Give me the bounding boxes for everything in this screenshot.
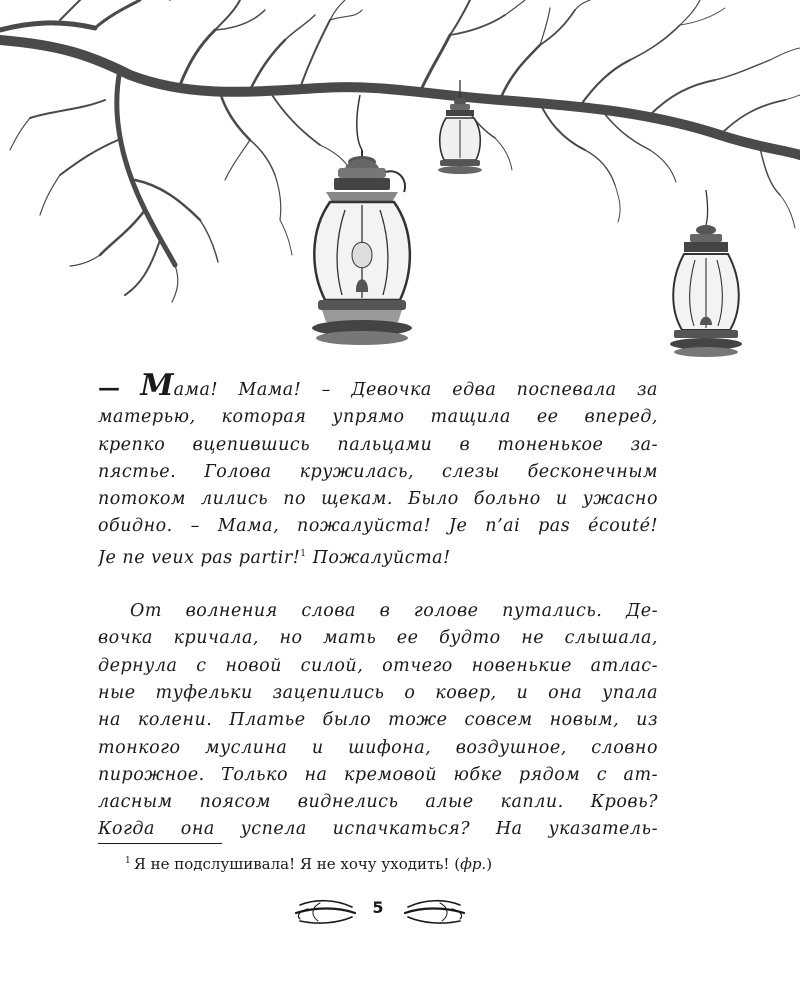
paragraph-1-line-5: потоком лились по щекам. Было больно и ужасно: [98, 489, 658, 510]
paragraph-2-line-7: пирожное. Только на кремовой юбке рядом с ат-: [98, 764, 658, 785]
paragraph-2-line-6: тонкого муслина и шифона, воздушное, словно: [98, 737, 658, 758]
lantern-medium-icon: [670, 190, 742, 357]
footnote-divider: [98, 843, 222, 844]
paragraph-2-line-1: [98, 598, 658, 625]
paragraph-1-ending: Пожалуйста!: [306, 547, 451, 568]
page-number: 5: [372, 898, 384, 917]
flourish-left-icon: [296, 901, 355, 923]
paragraph-1-line-7: [98, 541, 658, 572]
paragraph-2-line-9: Когда она успела испачкаться? На указатель-: [98, 819, 658, 840]
paragraph-2-text: От волнения слова в голове путались. Де-: [130, 601, 658, 622]
french-phrase: Je ne veux pas partir!: [98, 547, 301, 568]
footnote-reference[interactable]: 1: [300, 548, 307, 559]
paragraph-2-line-5: на колени. Платье было тоже совсем новым, из: [98, 710, 658, 731]
branch-lanterns-illustration: [0, 0, 800, 365]
paragraph-1-line-1: [98, 372, 658, 404]
paragraph-1-line-4: пястье. Голова кружилась, слезы бесконечным: [98, 461, 658, 482]
paragraph-1-line-2: матерью, которая упрямо тащила ее вперед,: [98, 407, 658, 428]
paragraph-2-line-2: вочка кричала, но мать ее будто не слышала,: [98, 628, 658, 649]
paragraph-1-text: ама! Мама! – Девочка едва поспевала за: [173, 380, 658, 400]
drop-cap: М: [140, 372, 174, 403]
footnote: [125, 850, 665, 875]
lantern-large-icon: [312, 95, 412, 345]
paragraph-1-line-6: обидно. – Мама, пожалуйста! Je n’ai pas écouté!: [98, 516, 658, 537]
footnote-text: Я не подслушивала! Я не хочу уходить! (: [133, 855, 461, 873]
body-text: [98, 372, 658, 844]
footnote-number: 1: [125, 856, 131, 866]
lead-dash: —: [98, 375, 120, 401]
paragraph-2-line-4: ные туфельки зацепились о ковер, и она упала: [98, 682, 658, 703]
footnote-close: ): [486, 855, 493, 873]
paragraph-2-line-3: дернула с новой силой, отчего новенькие атлас-: [98, 655, 658, 676]
paragraph-1-line-3: крепко вцепившись пальцами в тоненькое за-: [98, 434, 658, 455]
page-number-ornament: [0, 895, 800, 931]
flourish-right-icon: [405, 901, 464, 923]
footnote-language: фр.: [460, 855, 487, 873]
paragraph-spacer: [98, 572, 658, 598]
paragraph-2-line-8: ласным поясом виднелись алые капли. Кровь?: [98, 792, 658, 813]
